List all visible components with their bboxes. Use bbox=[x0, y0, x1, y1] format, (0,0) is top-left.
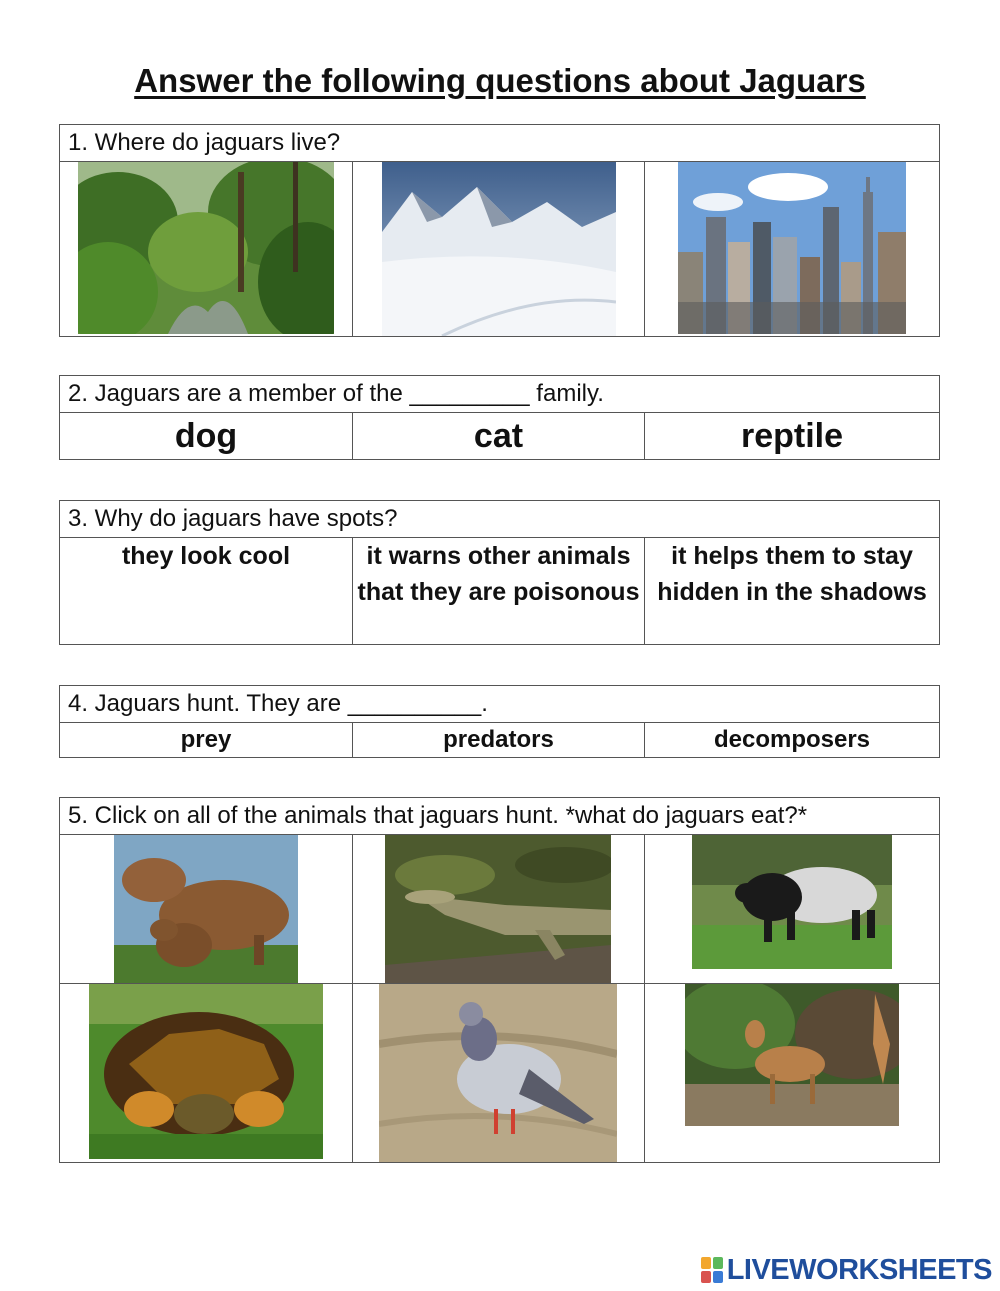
city-skyline-image bbox=[678, 162, 906, 334]
question-4-table bbox=[59, 685, 940, 758]
caiman-image bbox=[385, 835, 611, 983]
option-predators[interactable]: predators bbox=[353, 723, 645, 758]
option-warns-poisonous[interactable]: it warns other animals that they are poisonous bbox=[353, 538, 645, 645]
option-reptile[interactable]: reptile bbox=[645, 413, 940, 460]
pigeon-image bbox=[379, 984, 617, 1162]
question-5-text: 5. Click on all of the animals that jaguars hunt. *what do jaguars eat?* bbox=[60, 798, 940, 835]
capybara-image bbox=[114, 835, 298, 983]
answer-snowy-mountains[interactable] bbox=[353, 162, 645, 337]
rainforest-image bbox=[78, 162, 334, 334]
answer-tapir[interactable] bbox=[645, 835, 940, 984]
option-cat[interactable]: cat bbox=[353, 413, 645, 460]
liveworksheets-logo-icon bbox=[701, 1257, 723, 1283]
option-prey[interactable]: prey bbox=[60, 723, 353, 758]
answer-capybara[interactable] bbox=[60, 835, 353, 984]
answer-rainforest[interactable] bbox=[60, 162, 353, 337]
question-3-text: 3. Why do jaguars have spots? bbox=[60, 501, 940, 538]
option-dog[interactable]: dog bbox=[60, 413, 353, 460]
question-3-table bbox=[59, 500, 940, 645]
question-2-text: 2. Jaguars are a member of the _________ family. bbox=[60, 376, 940, 413]
question-4-text: 4. Jaguars hunt. They are __________. bbox=[60, 686, 940, 723]
answer-turtle[interactable] bbox=[60, 984, 353, 1163]
option-look-cool[interactable]: they look cool bbox=[60, 538, 353, 645]
question-2-table bbox=[59, 375, 940, 460]
answer-caiman[interactable] bbox=[353, 835, 645, 984]
question-1-text: 1. Where do jaguars live? bbox=[60, 125, 940, 162]
question-5-table bbox=[59, 797, 940, 1163]
liveworksheets-logo-text: LIVEWORKSHEETS bbox=[726, 1253, 992, 1286]
turtle-image bbox=[89, 984, 323, 1159]
option-decomposers[interactable]: decomposers bbox=[645, 723, 940, 758]
question-1-table bbox=[59, 124, 940, 337]
option-stay-hidden[interactable]: it helps them to stay hidden in the shadows bbox=[645, 538, 940, 645]
snowy-mountains-image bbox=[382, 162, 616, 336]
tapir-image bbox=[692, 835, 892, 969]
deer-image bbox=[685, 984, 899, 1126]
answer-pigeon[interactable] bbox=[353, 984, 645, 1163]
answer-deer[interactable] bbox=[645, 984, 940, 1163]
answer-city-skyline[interactable] bbox=[645, 162, 940, 337]
liveworksheets-logo bbox=[701, 1252, 992, 1288]
worksheet-title: Answer the following questions about Jaguars bbox=[134, 62, 866, 99]
